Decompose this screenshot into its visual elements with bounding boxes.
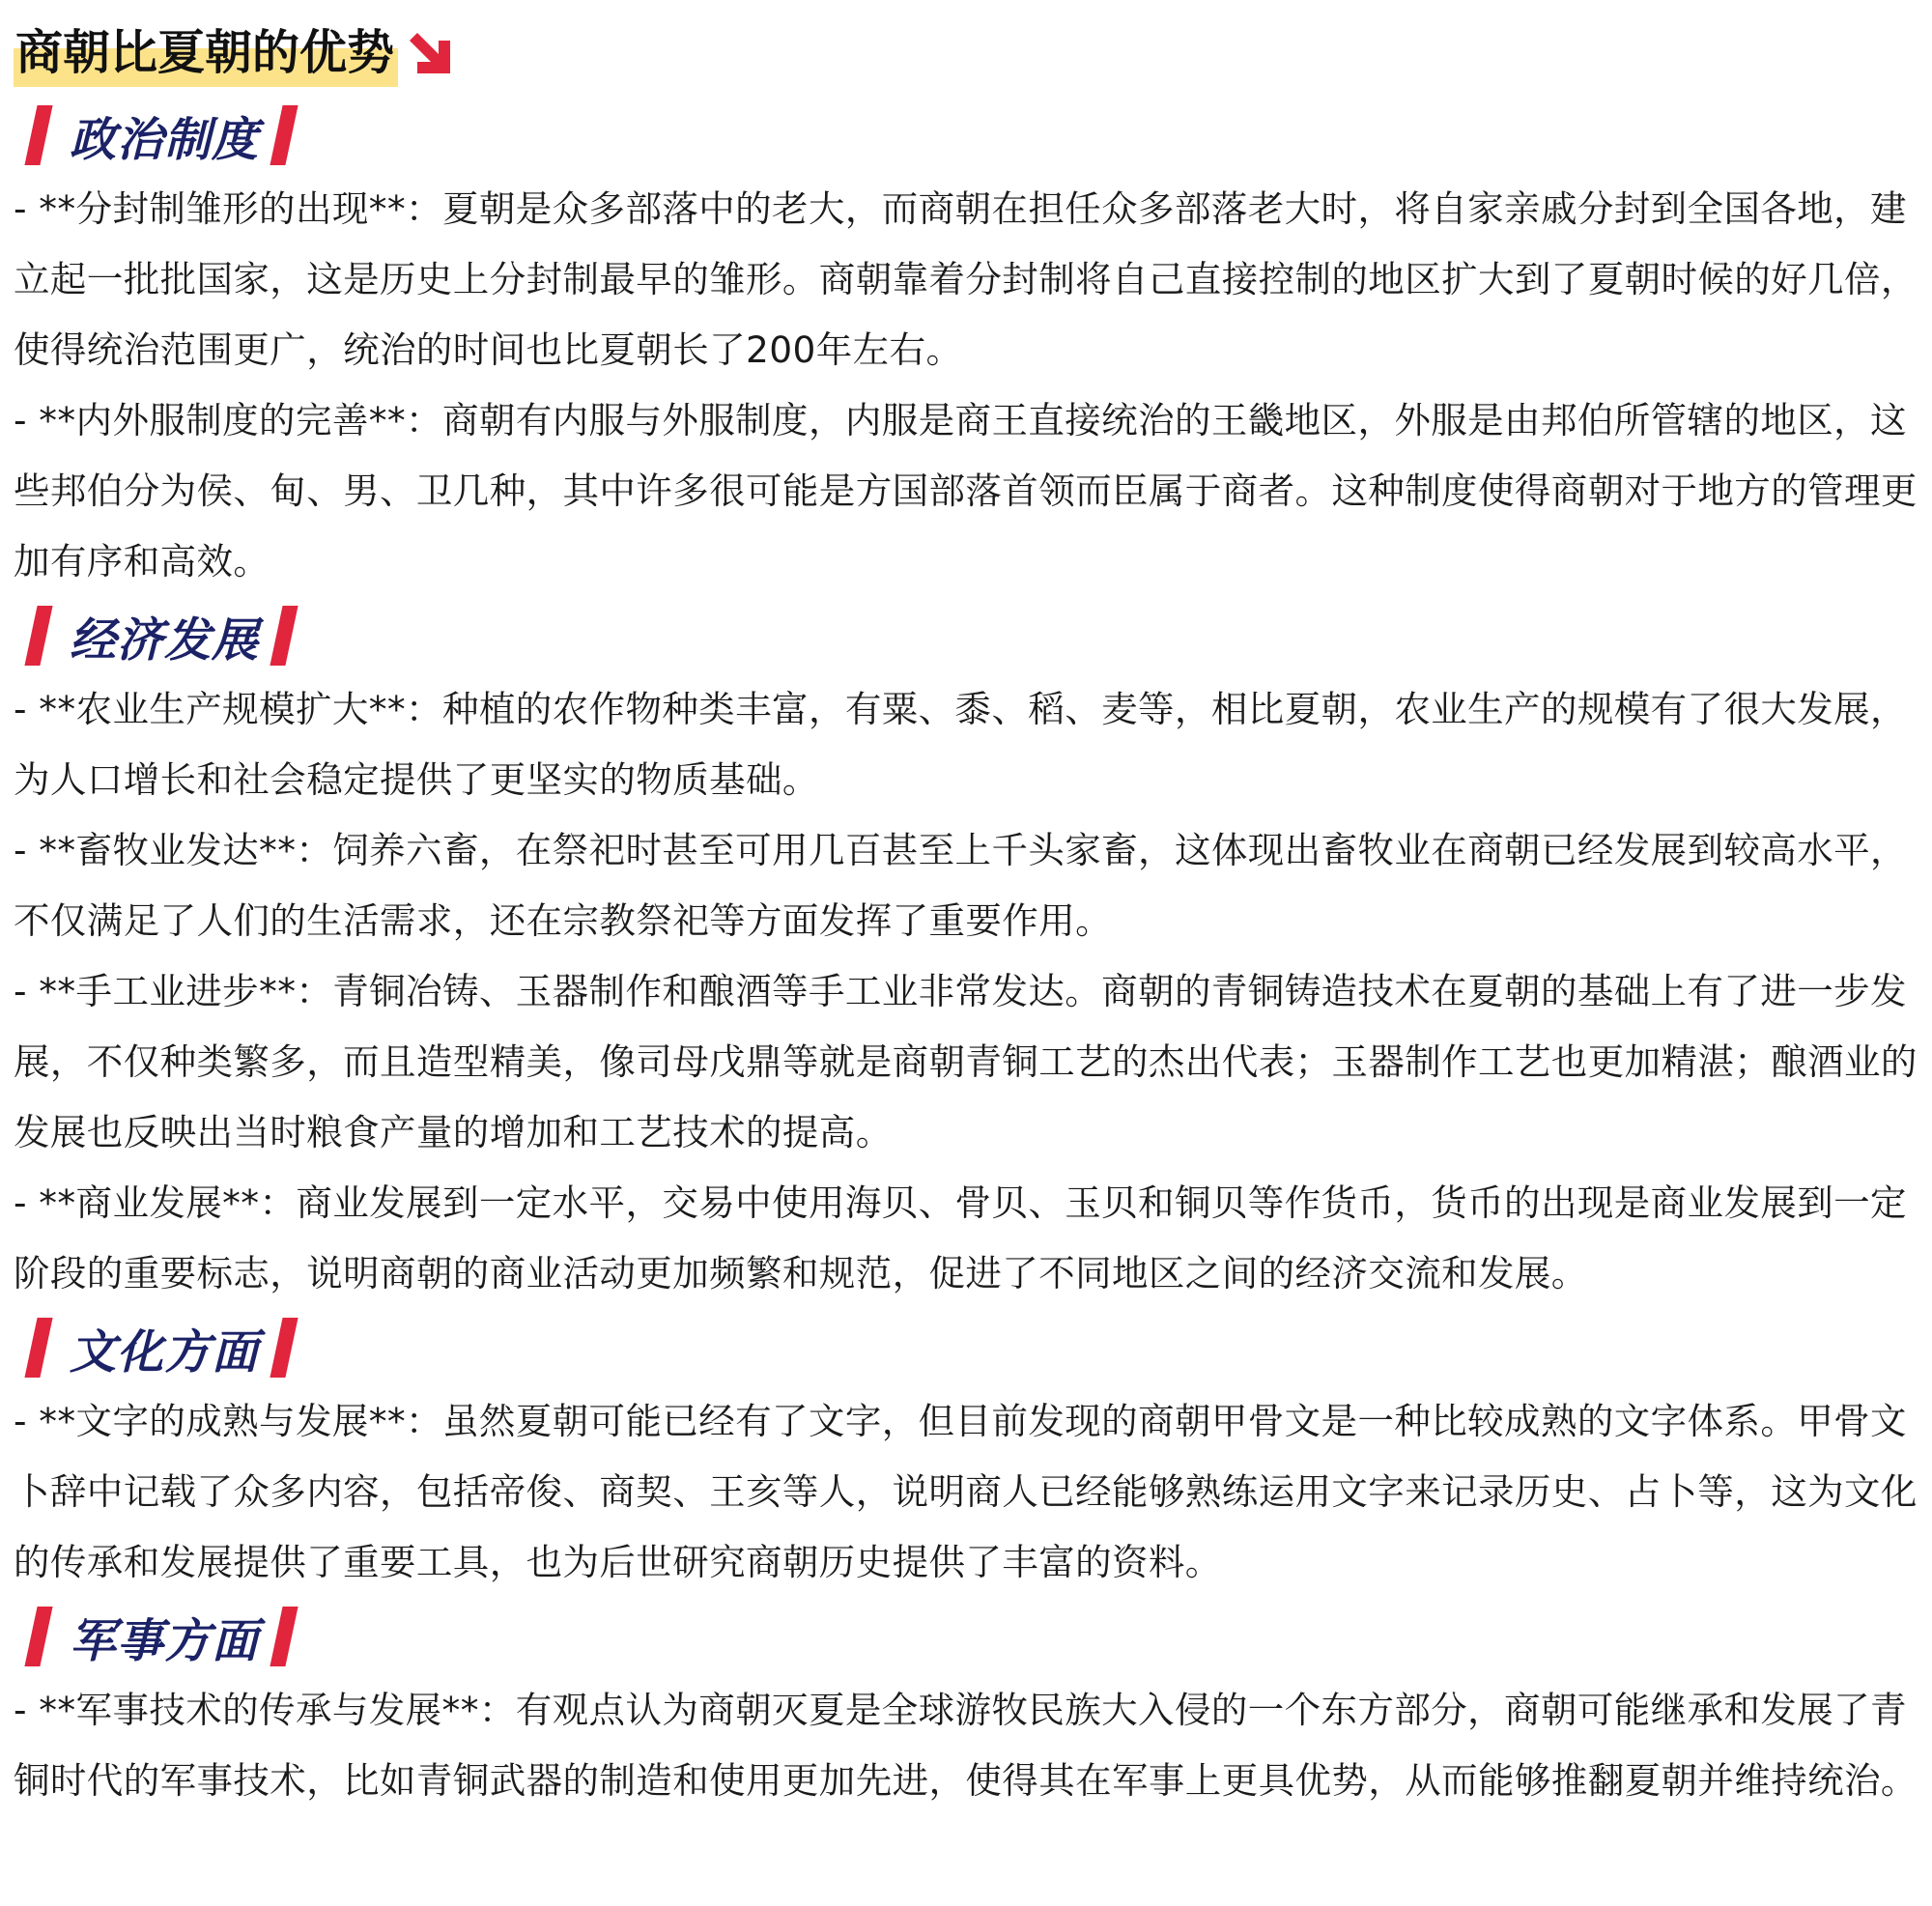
heading-bar-left [24, 105, 52, 165]
section-economy [14, 597, 1918, 1309]
list-item: - **畜牧业发达**：饲养六畜，在祭祀时甚至可用几百甚至上千头家畜，这体现出畜牧业在商朝已经发展到较高水平，不仅满足了人们的生活需求，还在宗教祭祀等方面发挥了重要作用。 [14, 829, 1907, 942]
heading-bar-right [270, 105, 298, 165]
list-item: - **文字的成熟与发展**：虽然夏朝可能已经有了文字，但目前发现的商朝甲骨文是一种比较成熟的文字体系。甲骨文卜辞中记载了众多内容，包括帝俊、商契、王亥等人，说明商人已经能够熟练运用文字来记录历史、占卜等，这为文化的传承和发展提供了重要工具，也为后世研究商朝历史提供了丰富的资料。 [14, 1400, 1918, 1583]
heading-bar-left [24, 1318, 52, 1378]
heading-bar-left [24, 1607, 52, 1666]
section-title: 文化方面 [70, 1324, 260, 1380]
page-title: 商朝比夏朝的优势 [14, 22, 398, 87]
section-culture [14, 1309, 1918, 1598]
arrow-down-right-icon [404, 27, 458, 81]
list-item: - **内外服制度的完善**：商朝有内服与外服制度，内服是商王直接统治的王畿地区，外服是由邦伯所管辖的地区，这些邦伯分为侯、甸、男、卫几种，其中许多很可能是方国部落首领而臣属于商者。这种制度使得商朝对于地方的管理更加有序和高效。 [14, 399, 1918, 583]
list-item: - **分封制雏形的出现**：夏朝是众多部落中的老大，而商朝在担任众多部落老大时，将自家亲戚分封到全国各地，建立起一批批国家，这是历史上分封制最早的雏形。商朝靠着分封制将自己直接控制的地区扩大到了夏朝时候的好几倍，使得统治范围更广，统治的时间也比夏朝长了200年左右。 [14, 187, 1918, 371]
title-row [14, 12, 1918, 97]
list-item: - **农业生产规模扩大**：种植的农作物种类丰富，有粟、黍、稻、麦等，相比夏朝，农业生产的规模有了很大发展，为人口增长和社会稳定提供了更坚实的物质基础。 [14, 688, 1907, 801]
list-item: - **军事技术的传承与发展**：有观点认为商朝灭夏是全球游牧民族大入侵的一个东方部分，商朝可能继承和发展了青铜时代的军事技术，比如青铜武器的制造和使用更加先进，使得其在军事上更具优势，从而能够推翻夏朝并维持统治。 [14, 1689, 1918, 1802]
heading-bar-right [270, 1607, 298, 1666]
section-title: 军事方面 [70, 1613, 260, 1668]
list-item: - **手工业进步**：青铜冶铸、玉器制作和酿酒等手工业非常发达。商朝的青铜铸造技术在夏朝的基础上有了进一步发展，不仅种类繁多，而且造型精美，像司母戊鼎等就是商朝青铜工艺的杰出代表；玉器制作工艺也更加精湛；酿酒业的发展也反映出当时粮食产量的增加和工艺技术的提高。 [14, 970, 1918, 1153]
section-heading [31, 1598, 1918, 1675]
section-title: 政治制度 [70, 112, 260, 167]
section-heading [31, 1309, 1918, 1386]
section-title: 经济发展 [70, 612, 260, 668]
document-page [0, 12, 1932, 1906]
section-politics [14, 97, 1918, 597]
heading-bar-left [24, 606, 52, 666]
section-military [14, 1598, 1918, 1816]
heading-bar-right [270, 1318, 298, 1378]
heading-bar-right [270, 606, 298, 666]
list-item: - **商业发展**：商业发展到一定水平，交易中使用海贝、骨贝、玉贝和铜贝等作货币，货币的出现是商业发展到一定阶段的重要标志，说明商朝的商业活动更加频繁和规范，促进了不同地区之间的经济交流和发展。 [14, 1181, 1907, 1294]
section-heading [31, 97, 1918, 174]
section-heading [31, 597, 1918, 674]
